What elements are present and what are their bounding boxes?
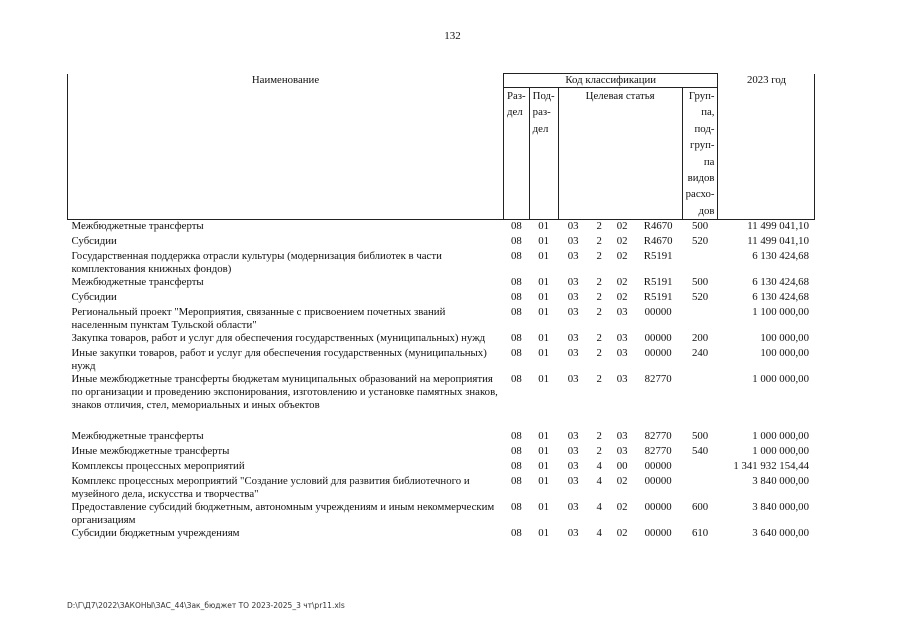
- row-code-r: 08: [510, 332, 522, 345]
- row-sum: 3 640 000,00: [752, 527, 809, 540]
- row-code-c: 03: [616, 373, 628, 386]
- row-code-g: 500: [691, 220, 709, 233]
- table-row: [68, 347, 815, 373]
- row-code-d: 82770: [644, 430, 672, 443]
- row-code-a: 03: [567, 306, 579, 319]
- table-row: [68, 501, 815, 527]
- row-code-d: 00000: [644, 527, 672, 540]
- row-code-b: 2: [596, 430, 602, 443]
- row-code-c: 03: [616, 445, 628, 458]
- row-code-a: 03: [567, 430, 579, 443]
- row-name: Комплексы процессных мероприятий: [71, 460, 245, 473]
- row-code-a: 03: [567, 475, 579, 488]
- row-sum: 6 130 424,68: [752, 291, 809, 304]
- row-code-c: 02: [616, 527, 628, 540]
- table-row: [68, 291, 815, 306]
- row-code-r: 08: [510, 460, 522, 473]
- row-code-b: 4: [596, 475, 602, 488]
- row-code-p: 01: [538, 501, 550, 514]
- header-subsection: Под- раз- дел: [529, 88, 558, 220]
- row-sum: 1 100 000,00: [752, 306, 809, 319]
- row-code-b: 2: [596, 373, 602, 386]
- row-code-b: 4: [596, 501, 602, 514]
- row-code-b: 2: [596, 220, 602, 233]
- row-code-r: 08: [510, 527, 522, 540]
- row-code-g: [682, 460, 718, 475]
- row-code-g: 500: [691, 430, 709, 443]
- row-code-r: 08: [510, 475, 522, 488]
- row-code-p: 01: [538, 250, 550, 263]
- row-code-a: 03: [567, 332, 579, 345]
- row-code-p: 01: [538, 475, 550, 488]
- row-code-g: 200: [691, 332, 709, 345]
- row-code-g: 600: [691, 501, 709, 514]
- row-code-g: [682, 306, 718, 332]
- table-row: [68, 373, 815, 430]
- row-sum: 11 499 041,10: [747, 220, 809, 233]
- row-code-a: 03: [567, 291, 579, 304]
- row-name: Государственная поддержка отрасли культуры (модернизация библиотек в части комплектования книжных фондов): [71, 250, 442, 276]
- row-code-g: 240: [691, 347, 709, 360]
- row-code-r: 08: [510, 373, 522, 386]
- row-code-r: 08: [510, 430, 522, 443]
- row-name: Закупка товаров, работ и услуг для обеспечения государственных (муниципальных) нужд: [71, 332, 486, 345]
- row-code-a: 03: [567, 501, 579, 514]
- budget-table: [67, 73, 815, 542]
- row-name: Межбюджетные трансферты: [71, 220, 204, 233]
- row-name: Региональный проект "Мероприятия, связанные с присвоением почетных званий населенным пунктам Тульской области": [71, 306, 446, 332]
- row-code-a: 03: [567, 347, 579, 360]
- row-name: Иные межбюджетные трансферты бюджетам муниципальных образований на мероприятия по организации и проведению экспонирования, изготовлению и установке памятных знаков, знаков отличия, стел, мемориальных и иных объектов: [71, 373, 498, 412]
- row-code-d: R4670: [643, 220, 673, 233]
- row-code-a: 03: [567, 460, 579, 473]
- row-code-d: 00000: [644, 306, 672, 319]
- row-sum: 1 000 000,00: [752, 430, 809, 443]
- table-row: [68, 445, 815, 460]
- row-code-c: 03: [616, 430, 628, 443]
- row-name: Комплекс процессных мероприятий "Создание условий для развития библиотечного и музейного дела, искусства и творчества": [71, 475, 470, 501]
- row-name: Межбюджетные трансферты: [71, 276, 204, 289]
- header-name: Наименование: [68, 74, 504, 220]
- row-sum: 6 130 424,68: [752, 250, 809, 263]
- row-code-d: R5191: [643, 250, 673, 263]
- row-code-d: 00000: [644, 460, 672, 473]
- row-sum: 6 130 424,68: [752, 276, 809, 289]
- row-code-a: 03: [567, 276, 579, 289]
- row-code-d: 00000: [644, 332, 672, 345]
- row-code-r: 08: [510, 347, 522, 360]
- row-name: Субсидии: [71, 235, 117, 248]
- row-code-p: 01: [538, 527, 550, 540]
- table-row: [68, 460, 815, 475]
- row-code-g: [682, 250, 718, 276]
- row-code-r: 08: [510, 235, 522, 248]
- row-code-r: 08: [510, 306, 522, 319]
- row-sum: 100 000,00: [760, 332, 809, 345]
- table-row: [68, 527, 815, 542]
- row-name: Межбюджетные трансферты: [71, 430, 204, 443]
- row-code-p: 01: [538, 460, 550, 473]
- row-code-p: 01: [538, 347, 550, 360]
- row-code-r: 08: [510, 501, 522, 514]
- table-row: [68, 235, 815, 250]
- header-code: Код классификации: [504, 74, 718, 88]
- row-code-r: 08: [510, 291, 522, 304]
- table-row: [68, 220, 815, 236]
- table-row: [68, 306, 815, 332]
- row-code-b: 4: [596, 527, 602, 540]
- row-name: Предоставление субсидий бюджетным, автономным учреждениям и иным некоммерческим организациям: [71, 501, 495, 527]
- row-code-b: 2: [596, 276, 602, 289]
- row-code-b: 2: [596, 347, 602, 360]
- row-code-g: 520: [691, 235, 709, 248]
- row-code-r: 08: [510, 220, 522, 233]
- row-code-p: 01: [538, 235, 550, 248]
- page-number: 132: [444, 30, 461, 42]
- row-sum: 1 000 000,00: [752, 373, 809, 386]
- row-code-p: 01: [538, 306, 550, 319]
- row-code-d: 00000: [644, 347, 672, 360]
- row-code-p: 01: [538, 220, 550, 233]
- row-name: Субсидии: [71, 291, 117, 304]
- row-code-r: 08: [510, 250, 522, 263]
- row-code-c: 02: [616, 291, 628, 304]
- row-sum: 11 499 041,10: [747, 235, 809, 248]
- row-code-c: 02: [616, 235, 628, 248]
- row-code-g: 520: [691, 291, 709, 304]
- table-row: [68, 332, 815, 347]
- row-name: Субсидии бюджетным учреждениям: [71, 527, 240, 540]
- row-code-c: 00: [616, 460, 628, 473]
- row-code-d: 82770: [644, 373, 672, 386]
- row-code-d: R5191: [643, 291, 673, 304]
- row-sum: 1 000 000,00: [752, 445, 809, 458]
- row-code-g: [682, 475, 718, 501]
- header-target-article: Целевая статья: [558, 88, 682, 220]
- row-code-p: 01: [538, 445, 550, 458]
- row-code-a: 03: [567, 250, 579, 263]
- header-group: Груп- па, под- груп- па видов расхо- дов: [682, 88, 718, 220]
- row-code-a: 03: [567, 220, 579, 233]
- row-name: Иные межбюджетные трансферты: [71, 445, 230, 458]
- row-code-b: 2: [596, 332, 602, 345]
- header-year: 2023 год: [718, 74, 815, 220]
- table-row: [68, 475, 815, 501]
- row-sum: 100 000,00: [760, 347, 809, 360]
- row-code-p: 01: [538, 332, 550, 345]
- row-code-a: 03: [567, 373, 579, 386]
- row-code-c: 02: [616, 250, 628, 263]
- row-code-g: [682, 373, 718, 430]
- table-row: [68, 430, 815, 445]
- row-code-r: 08: [510, 276, 522, 289]
- file-path-footer: D:\Г\Д7\2022\ЗАКОНЫ\ЗАС_44\Зак_бюджет ТО 2023-2025_3 чт\pr11.xls: [67, 601, 345, 610]
- row-code-c: 03: [616, 306, 628, 319]
- table-row: [68, 276, 815, 291]
- row-code-c: 03: [616, 332, 628, 345]
- row-code-d: 82770: [644, 445, 672, 458]
- row-code-p: 01: [538, 276, 550, 289]
- row-code-p: 01: [538, 430, 550, 443]
- row-code-d: R4670: [643, 235, 673, 248]
- row-code-c: 02: [616, 475, 628, 488]
- row-name: Иные закупки товаров, работ и услуг для обеспечения государственных (муниципальных) нужд: [71, 347, 487, 373]
- row-sum: 1 341 932 154,44: [733, 460, 809, 473]
- row-code-a: 03: [567, 235, 579, 248]
- row-code-b: 2: [596, 306, 602, 319]
- row-code-d: 00000: [644, 475, 672, 488]
- row-code-r: 08: [510, 445, 522, 458]
- row-code-a: 03: [567, 527, 579, 540]
- row-code-g: 500: [691, 276, 709, 289]
- row-code-a: 03: [567, 445, 579, 458]
- row-code-d: 00000: [644, 501, 672, 514]
- row-code-c: 02: [616, 220, 628, 233]
- row-code-g: 540: [691, 445, 709, 458]
- table-row: [68, 250, 815, 276]
- row-code-b: 2: [596, 250, 602, 263]
- row-code-g: 610: [691, 527, 709, 540]
- row-code-b: 2: [596, 445, 602, 458]
- row-code-c: 03: [616, 347, 628, 360]
- row-code-b: 4: [596, 460, 602, 473]
- row-code-b: 2: [596, 235, 602, 248]
- row-code-p: 01: [538, 373, 550, 386]
- header-section: Раз- дел: [504, 88, 530, 220]
- row-code-c: 02: [616, 276, 628, 289]
- row-code-c: 02: [616, 501, 628, 514]
- row-sum: 3 840 000,00: [752, 501, 809, 514]
- row-sum: 3 840 000,00: [752, 475, 809, 488]
- row-code-p: 01: [538, 291, 550, 304]
- row-code-d: R5191: [643, 276, 673, 289]
- row-code-b: 2: [596, 291, 602, 304]
